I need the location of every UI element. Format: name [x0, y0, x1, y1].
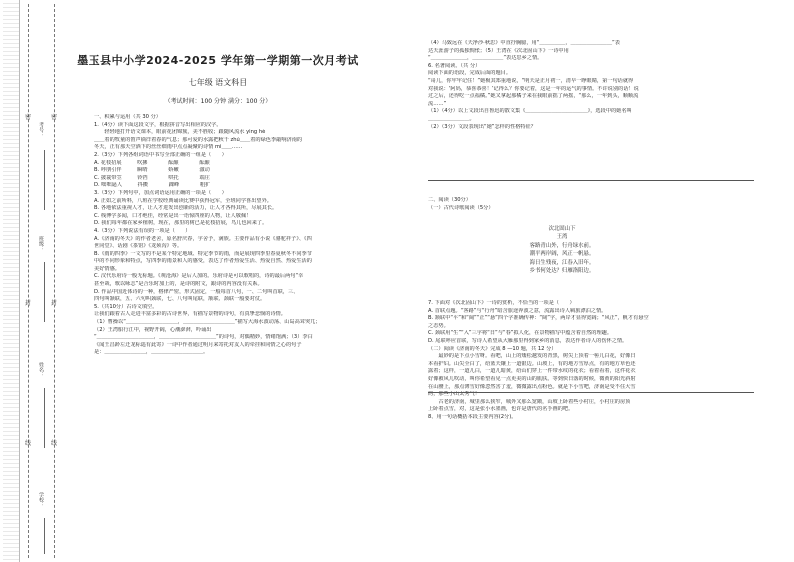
answer-line[interactable] — [428, 392, 754, 393]
text-line: D. 尾联呼应首联，写诗人希望从大雁那里得到家乡的消息，表达作者诗人的伤怀之情。 — [428, 337, 628, 344]
text-line: （二）阅读《济南的冬天》完成 8 —10 题，共 12 分） — [428, 345, 557, 352]
text-line: 最妙的是下点小雪呀。看吧，山上的矮松越发的青黑，树尖上顶着一髻儿白花，好像日 — [428, 353, 636, 360]
text-line: 6. 名著阅读。（共 分） — [428, 62, 481, 69]
text-line: 对我说：‘阿妈，恭喜恭喜！’记得么？你要记着，这是一年的运气的事情。不许说别的话！说 — [428, 85, 639, 92]
text-line: 之态势。 — [428, 322, 449, 329]
text-line: （1）（4分）以上文段出自鲁迅的散文集《＿＿＿＿＿＿＿＿＿＿＿＿》，选段中的她名叫 — [428, 108, 632, 115]
text-line: A. 正如之前所料，八班在学校经典诵读比赛中获得冠军，全班同学喜出望外。 — [94, 197, 272, 204]
text-line: 《闻王昌龄左迁龙标遥有此寄》一诗中作者通过明月来寄托对友人的牵挂和同情之心的句子 — [94, 341, 302, 348]
text-line: A.《济南的冬天》的作者老舍，原名舒庆春，字舍予，满族。主要作品有小说《骆驼祥子》、《四 — [94, 235, 312, 242]
name-field[interactable] — [44, 388, 45, 448]
text-line: 露着；这样，一道儿白，一道儿暗黄，给山们穿上一件带水纹的花衣；看着看着，这件花衣 — [428, 368, 636, 375]
text-line: 好像被风儿吹动，叫你希望看见一点更美的山的肌肤。等到快日落的时候，微黄的阳光斜射 — [428, 375, 636, 382]
text-line: C. 披蓑带笠 铃铛 哄托 端庄 — [94, 174, 210, 181]
school-field[interactable] — [44, 518, 45, 554]
text-line: 让我们跟着古人走进丰富多彩的古诗世界，有描写景物的诗句，有真挚悲悯的诗情。 — [94, 311, 286, 318]
poem-line: 潮平两岸阔，风正一帆悬。 — [529, 251, 595, 258]
text-line: A. 首联点题。“客路”与“行舟”暗含旅途奔波之意，流露出诗人羁旅漂泊之情。 — [428, 307, 607, 314]
text-line: C. 汉代乐府诗一般无标题。《观沧海》是后人加的。乐府诗是可以歌唱的，诗的最后两句“幸 — [94, 273, 304, 280]
right-column-top — [428, 40, 758, 131]
text-line: 中的不同形象和特点，写四季的雨景和人的感受，表达了作者热爱生活、热爱自然、热爱生活的 — [94, 258, 312, 265]
seal-line-outer — [28, 4, 29, 558]
text-line: C. 栈博学多闻，口才绝佳，经常是出一语惊四座的人物，让人敬佩！ — [94, 212, 252, 219]
text-line: （1）曹操以“＿＿＿＿＿＿＿＿＿＿，＿＿＿＿＿＿＿＿＿＿”描写大海水波动荡、山岛高耸突兀； — [94, 319, 321, 326]
text-line: （2）（3分）文段表现出“她”怎样的性格特征？ — [428, 123, 536, 130]
text-line: 轻轻地打开语文课本，眼前花团锦簇，美不胜收；跟随风流水 yìng hè — [94, 129, 266, 136]
school-label: 学校： — [38, 492, 44, 507]
poem-line: 客路青山外，行舟绿水前。 — [529, 242, 595, 249]
poem-title: 次北固山下 — [548, 226, 576, 232]
right-column-bottom — [428, 300, 758, 422]
text-line: 一、积累与运用（共 30 分） — [94, 114, 161, 120]
class-label: 班级： — [38, 236, 44, 251]
text-line: 上卧着点雪，对，这是张小水墨画，也许是唐代的名手画的吧。 — [428, 406, 574, 413]
text-line: A. 花枝招展 吹拂 酝酿 酝酿 — [94, 159, 210, 166]
poem — [462, 225, 662, 275]
answer-line[interactable] — [428, 180, 754, 181]
exam-number-field[interactable] — [44, 150, 45, 210]
text-line: 古老的济南，城里那么狭窄，城外又那么宽敞，山坡上卧着些小村庄，小村庄的房顶 — [428, 398, 631, 405]
text-line: 流……” — [428, 100, 447, 107]
seal-mark: 密 — [25, 114, 32, 121]
text-line: 的，那些小山太秀气！ — [428, 391, 480, 398]
poem-line: 乡书何处达？归雁洛阳边。 — [529, 268, 595, 275]
exam-title: 墨玉县中小学2024-2025 学年第一学期第一次月考试 — [77, 54, 359, 67]
seal-mark: 封 — [25, 300, 32, 307]
text-line: 四句叫颔联，五、六句叫颈联，七、八句叫尾联，颔联、颈联一般要对仗。 — [94, 296, 266, 303]
text-line: 过之后，还得吃一点福橘。”她又拿起那橘子来在我眼前摇了两摇，“那么，一年到头，顺顺流 — [428, 93, 639, 100]
poem-author: 王湾 — [556, 234, 568, 241]
text-line: B.《雨的四季》一文写的不是某个特定地域、特定季节的雨，而是展现四季里春夏秋冬不同季节 — [94, 250, 312, 257]
text-line: “哥儿，你牢牢记住！”她极其郑重地说，“明天是正月初一，清早一睁眼睛，第一句话就得 — [428, 77, 634, 84]
subsection-heading: （一）古代诗歌阅读（5分） — [428, 204, 494, 211]
exam-time-score: （考试时间：100 分钟 满分：100 分） — [164, 98, 272, 105]
text-line: B. 各地依法重视人才，让人才进发出创新的活力，让人才各得其所，尽展其长。 — [94, 205, 278, 212]
text-line: D. 我们每年都在家乡植树，现在，那里的树已是花枝招展，鸟儿也回来了。 — [94, 220, 268, 227]
poem-line: 海日生残夜，江春入旧年。 — [529, 259, 595, 266]
class-field[interactable] — [44, 262, 45, 322]
text-line: ＿＿着的牧童的笛声徜徉着春的气息；那可爱的水露把秋千 zhú＿＿着的绿色季敲响济南的 — [94, 136, 303, 143]
text-line: 1.（4分）读下面这段文字，根据拼音写出相应的汉字。 — [94, 121, 222, 128]
text-line: 2.（3分）下列各组词语中书写全部正确的一组是（ ） — [94, 151, 227, 158]
reading-section — [428, 197, 758, 212]
left-column — [94, 114, 410, 357]
text-line: 是：＿＿＿＿＿＿＿＿，＿＿＿＿＿＿＿＿＿＿。 — [94, 349, 209, 356]
seal-mark: 封 — [51, 300, 58, 307]
text-line: 冬天，正有那天空洒下的丝丝细雨中点点凝聚的诗情 mì＿＿…… — [94, 144, 243, 151]
text-line: 3.（3分）下列句中，加点词语运用正确的一项是（ ） — [94, 189, 227, 196]
text-line: D. 咄咄逼人 抖擞 踝峰 粗犷 — [94, 182, 211, 189]
seal-mark: 密 — [51, 114, 58, 121]
text-line: 阅读下面的语段，完成后面的题目。 — [428, 70, 512, 77]
text-line: 美好情感。 — [94, 265, 120, 272]
seal-mark: 线 — [25, 440, 32, 447]
text-line: 在山腰上，那点薄雪好像忽然害了羞，微微露出点粉色。就是下小雪吧，济南是受不住大雪 — [428, 383, 636, 390]
text-line: （2）王湾船行江中，视野开阔，心潮澎湃，吟诵出 — [94, 326, 212, 333]
text-line: “＿＿＿＿＿＿＿，＿＿＿＿＿＿”表达思乡之情。 — [428, 55, 543, 62]
text-line: 本看护妇。山尖全白了，给蓝天镶上一道银边。山坡上，有的地方雪厚点，有的地方草色还 — [428, 360, 636, 367]
seal-line-inner — [54, 4, 55, 558]
text-line: ＿＿＿＿＿＿＿＿。 — [428, 115, 475, 122]
text-line: D. 作品中国近体诗的一种，格律严密，形式固定，一般每首八句，一、二句叫首联，三、 — [94, 288, 299, 295]
text-line: B. 呼朋引伴 瞬晴 娇嫩 澈动 — [94, 167, 210, 174]
section-heading: 二、阅读（30分） — [428, 197, 471, 203]
text-line: 8、用一句话概括本段主要内容(2分)。 — [428, 413, 517, 420]
exam-number-label: 考号： — [38, 122, 44, 137]
text-line: （4）马致远在《天净沙·秋思》中直抒胸臆，用“＿＿＿＿＿，＿＿＿＿＿＿＿＿”表 — [428, 40, 620, 46]
text-line: 4.（3分）下列说法有误的一项是（ ） — [94, 227, 191, 234]
exam-subtitle: 七年级 语文科目 — [188, 78, 248, 87]
text-line: 甚至哉，歌以咏志”是合乐时加上的，是诗的附文，跟诗的内容没有关系。 — [94, 281, 263, 288]
seal-mark: 线 — [51, 440, 58, 447]
text-line: 7. 下面对《次北固山下》一诗的赏析，不恰当的一项是（ ） — [428, 300, 575, 306]
text-line: B. 颔联中“平”和“阔”“正”“悬”四个字准确传神：“阔”字，两岸才显得宽阔；“风正”，帆才有悬空 — [428, 315, 649, 322]
text-line: “＿＿＿＿＿＿＿＿＿＿＿，＿＿＿＿＿＿＿＿＿＿＿”的诗句，对偶精妙，情绪饱满；（3）李白 — [94, 334, 313, 341]
name-label: 姓名： — [38, 362, 44, 377]
text-line: 5.（共10分）古诗文填空。 — [94, 303, 158, 310]
binding-margin — [0, 0, 66, 562]
binding-strip — [3, 0, 20, 562]
text-line: 达天涯游子的孤独惆怅；（5）王湾在《次北固山下》一诗中用 — [428, 47, 569, 54]
text-line: C. 颈联用“生”“入”三字将“日”与“春”拟人化，在景物描写中蕴含着自然的理趣。 — [428, 330, 613, 337]
text-line: 世同堂》、话剧《茶馆》《龙须沟》等。 — [94, 243, 183, 250]
